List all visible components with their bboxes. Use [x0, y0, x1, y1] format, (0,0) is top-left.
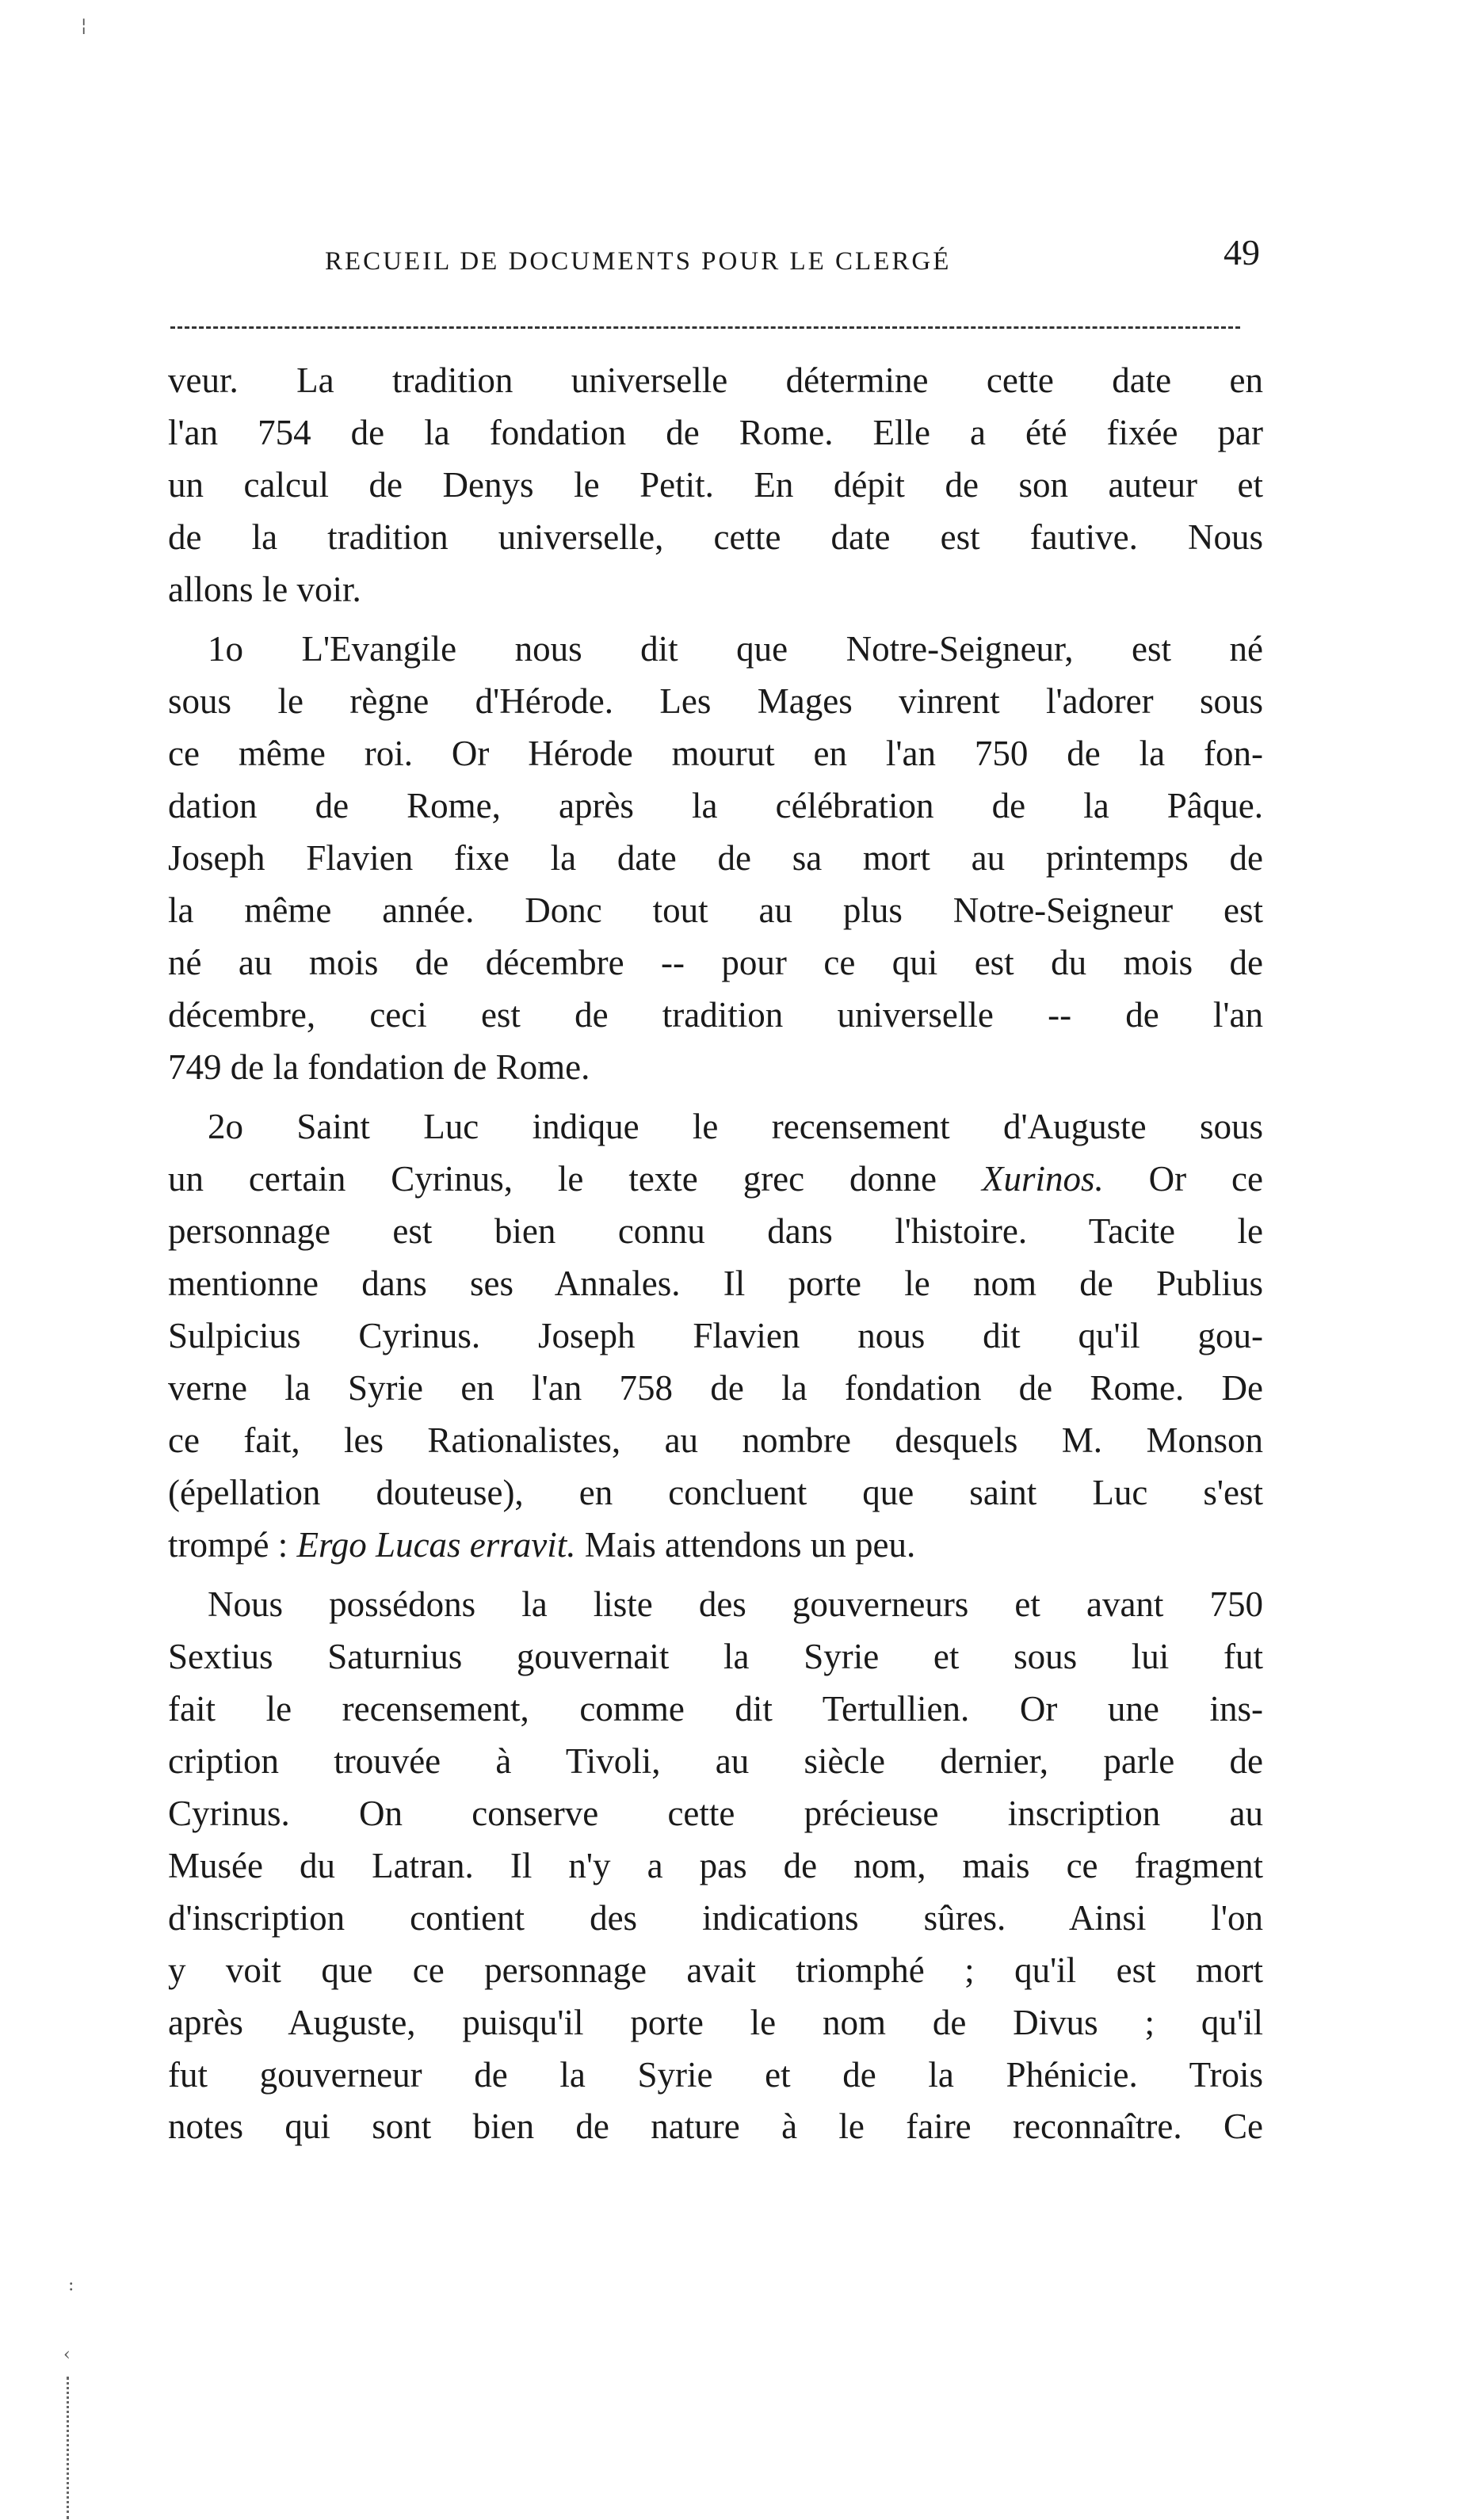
text-line: 2o Saint Luc indique le recensement d'Auguste sous [208, 1107, 1263, 1147]
text-line: né au mois de décembre -- pour ce qui est du mois de [168, 942, 1263, 982]
paragraph-2 [168, 623, 1263, 1093]
text-line: y voit que ce personnage avait triomphé ; qu'il est mort [168, 1950, 1263, 1990]
text-line: Sextius Saturnius gouvernait la Syrie et sous lui fut [168, 1637, 1263, 1677]
text-line: veur. La tradition universelle détermine cette date en [168, 360, 1263, 400]
running-title: RECUEIL DE DOCUMENTS POUR LE CLERGÉ [325, 247, 952, 276]
text-line: l'an 754 de la fondation de Rome. Elle a été fixée par [168, 412, 1263, 452]
text-line: ce fait, les Rationalistes, au nombre desquels M. Monson [168, 1420, 1263, 1460]
margin-mark: : [68, 2275, 74, 2295]
text-segment: trompé : [168, 1524, 297, 1565]
body-text [168, 355, 1263, 2153]
text-segment: Mais attendons un peu. [575, 1524, 916, 1565]
text-line: ce même roi. Or Hérode mourut en l'an 750 de la fon- [168, 734, 1263, 774]
text-line: fut gouverneur de la Syrie et de la Phénicie. Trois [168, 2054, 1263, 2095]
text-line: un calcul de Denys le Petit. En dépit de son auteur et [168, 464, 1263, 505]
text-line: la même année. Donc tout au plus Notre-Seigneur est [168, 890, 1263, 930]
page-header [325, 231, 1260, 282]
text-line: cription trouvée à Tivoli, au siècle dernier, parle de [168, 1741, 1263, 1782]
text-line: Musée du Latran. Il n'y a pas de nom, mais ce fragment [168, 1845, 1263, 1885]
text-line: mentionne dans ses Annales. Il porte le nom de Publius [168, 1264, 1263, 1304]
text-line: Cyrinus. On conserve cette précieuse inscription au [168, 1794, 1263, 1834]
header-rule [170, 326, 1240, 329]
text-line: de la tradition universelle, cette date est fautive. Nous [168, 517, 1263, 557]
text-line: décembre, ceci est de tradition universelle -- de l'an [168, 994, 1263, 1035]
paragraph-3 [168, 1101, 1263, 1571]
text-line: d'inscription contient des indications sûres. Ainsi l'on [168, 1897, 1263, 1938]
text-line: verne la Syrie en l'an 758 de la fondation de Rome. De [168, 1367, 1263, 1408]
text-segment: un certain Cyrinus, le texte grec donne [168, 1159, 982, 1199]
margin-dots [67, 2377, 74, 2519]
text-line-with-italic [168, 1153, 1263, 1206]
text-line: personnage est bien connu dans l'histoire. Tacite le [168, 1211, 1263, 1252]
margin-mark: ‹ [63, 2345, 71, 2365]
text-line: Nous possédons la liste des gouverneurs et avant 750 [208, 1584, 1263, 1625]
text-line: après Auguste, puisqu'il porte le nom de Divus ; qu'il [168, 2002, 1263, 2042]
text-line-with-italic [168, 1519, 1263, 1572]
paragraph-4 [168, 1579, 1263, 2153]
margin-mark-top: ¦ [81, 16, 87, 36]
page-number: 49 [1224, 232, 1260, 273]
text-line: dation de Rome, après la célébration de la Pâque. [168, 786, 1263, 826]
text-line: allons le voir. [168, 569, 361, 609]
text-segment: Or ce [1103, 1159, 1263, 1199]
paragraph-1 [168, 355, 1263, 616]
text-line: Sulpicius Cyrinus. Joseph Flavien nous dit qu'il gou- [168, 1316, 1263, 1356]
text-line: 1o L'Evangile nous dit que Notre-Seigneur, est né [208, 629, 1263, 669]
text-line: (épellation douteuse), en concluent que saint Luc s'est [168, 1472, 1263, 1512]
text-line: fait le recensement, comme dit Tertullien. Or une ins- [168, 1689, 1263, 1729]
italic-term: Xurinos. [981, 1159, 1104, 1199]
text-line: 749 de la fondation de Rome. [168, 1047, 590, 1087]
text-line: notes qui sont bien de nature à le faire reconnaître. Ce [168, 2106, 1263, 2147]
text-line: Joseph Flavien fixe la date de sa mort au printemps de [168, 838, 1263, 879]
text-line: sous le règne d'Hérode. Les Mages vinrent l'adorer sous [168, 681, 1263, 722]
italic-quote: Ergo Lucas erravit. [296, 1524, 576, 1565]
